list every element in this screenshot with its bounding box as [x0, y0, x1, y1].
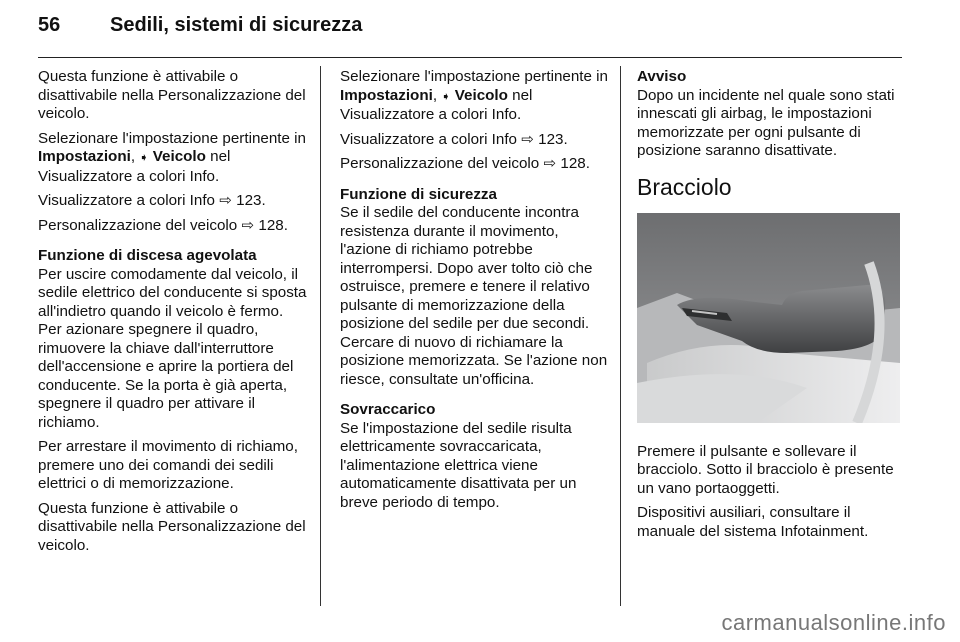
paragraph: Visualizzatore a colori Info ⇨ 123.: [340, 130, 568, 148]
menu-ref-veicolo: Veicolo: [152, 148, 206, 165]
paragraph: Premere il pulsante e sollevare il bracciolo. Sotto il bracciolo è presente un vano portaoggetti.: [637, 442, 894, 497]
menu-ref-impostazioni: Impostazioni: [38, 148, 131, 165]
page-title: Sedili, sistemi di sicurezza: [110, 14, 363, 36]
arrow-icon: ➧: [441, 90, 451, 103]
paragraph: [340, 68, 608, 125]
column-3: [637, 68, 902, 547]
paragraph: Se l'impostazione del sedile risulta elettricamente sovraccaricata, l'alimentazione elettrica viene automaticamente disattivata per un breve periodo di tempo.: [340, 419, 577, 511]
text: nel Visualizzatore a colori Info.: [38, 148, 231, 185]
paragraph: Questa funzione è attivabile o disattivabile nella Personalizzazione del veicolo.: [38, 68, 306, 122]
column-1: [38, 68, 310, 561]
notice: [637, 68, 902, 161]
page-header: [38, 14, 362, 37]
armrest-photo: [637, 213, 900, 423]
page-number: 56: [38, 14, 61, 36]
paragraph: Per arrestare il movimento di richiamo, premere uno dei comandi dei sedili elettrici o di memorizzazione.: [38, 438, 298, 492]
subheading: Funzione di sicurezza: [340, 185, 497, 203]
paragraph: Questa funzione è attivabile o disattivabile nella Personalizzazione del veicolo.: [38, 499, 306, 554]
menu-ref-impostazioni: Impostazioni: [340, 86, 433, 104]
text: ,: [432, 86, 442, 104]
notice-title: Avviso: [637, 68, 687, 85]
paragraph: Dispositivi ausiliari, consultare il manuale del sistema Infotainment.: [637, 504, 869, 540]
paragraph: Personalizzazione del veicolo ⇨ 128.: [38, 216, 288, 234]
header-rule: [38, 57, 902, 58]
paragraph: [38, 130, 310, 187]
section: [340, 186, 608, 390]
text: nel Visualizzatore a colori Info.: [340, 86, 533, 123]
paragraph: Personalizzazione del veicolo ⇨ 128.: [340, 155, 590, 172]
section: [340, 401, 608, 512]
paragraph: Per uscire comodamente dal veicolo, il sedile elettrico del conducente si sposta all'indietro quando il veicolo è fermo. Per azionare spegnere il quadro, rimuovere la chiave dall'interruttore dell'accensione e aprire la portiera del conducente. Se la porta è già aperta, spegnere il quadro per attivare il richiamo.: [38, 265, 307, 431]
menu-ref-veicolo: Veicolo: [454, 86, 508, 104]
subheading: Sovraccarico: [340, 401, 436, 418]
text: Selezionare l'impostazione pertinente in: [340, 68, 608, 85]
section: [38, 247, 310, 432]
paragraph: Se il sedile del conducente incontra resistenza durante il movimento, l'azione di richiamo potrebbe interrompersi. Dopo aver tolto ciò che ostruisce, premere e tenere il relativo pulsante di memorizzazione della posizione del sedile per due secondi. Cercare di nuovo di richiamare la posizione memorizzata. Se l'azione non riesce, consultate un'officina.: [340, 204, 608, 388]
paragraph: Visualizzatore a colori Info ⇨ 123.: [38, 192, 266, 209]
section-title: Bracciolo: [637, 173, 732, 200]
text: Selezionare l'impostazione pertinente in: [38, 129, 306, 147]
watermark: carmanualsonline.info: [721, 610, 946, 635]
column-divider: [320, 66, 321, 606]
notice-text: Dopo un incidente nel quale sono stati innescati gli airbag, le impostazioni memorizzate per ogni pulsante di posizione saranno disattivate.: [637, 86, 895, 159]
column-2: [340, 68, 608, 518]
text: ,: [130, 148, 140, 165]
subheading: Funzione di discesa agevolata: [38, 247, 257, 264]
column-divider: [620, 66, 621, 606]
arrow-icon: ➧: [139, 152, 149, 164]
